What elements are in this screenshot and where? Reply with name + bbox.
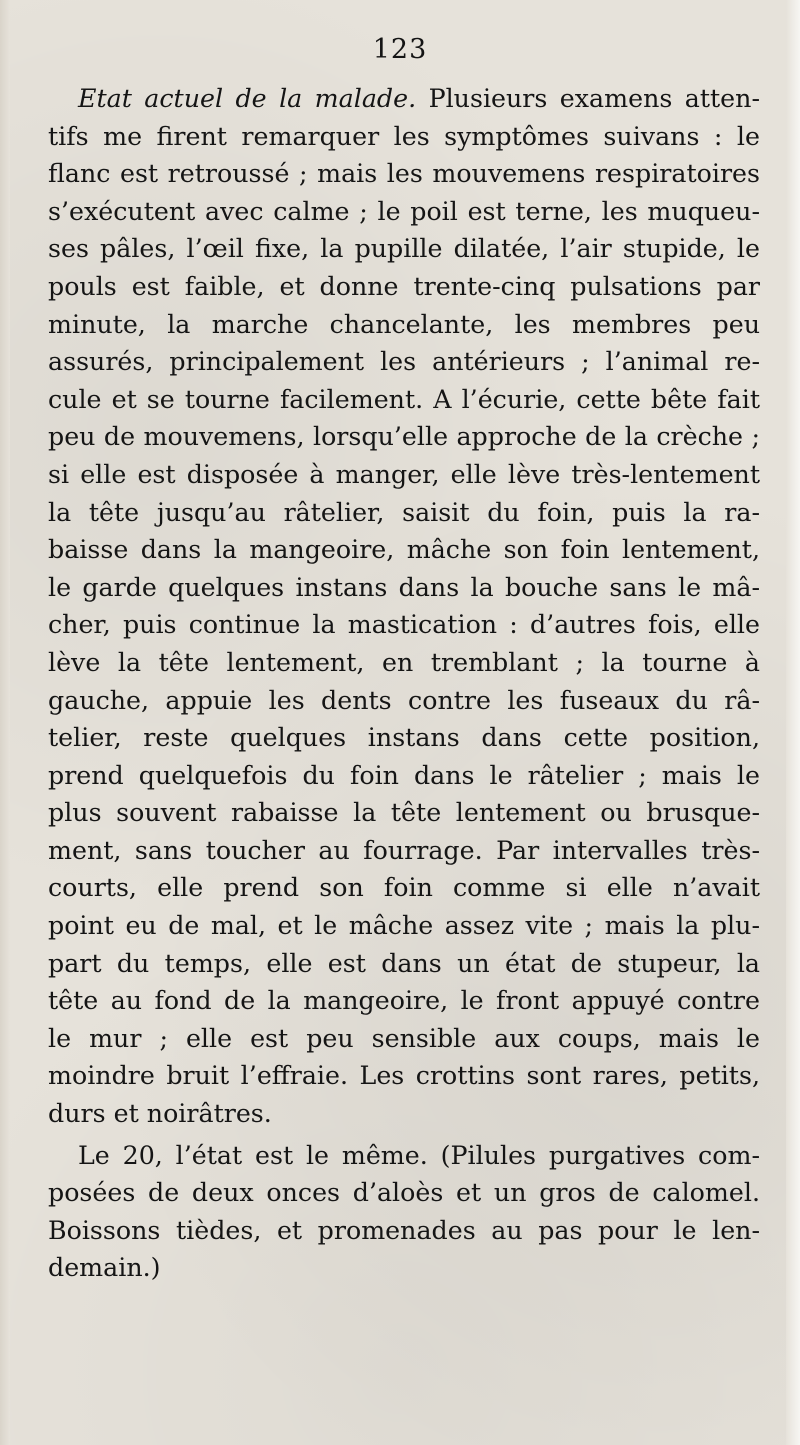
text-line — [48, 80, 760, 118]
text-line: cule et se tourne facilement. A l’écurie, cette bête fait — [48, 384, 760, 414]
text-line: demain.) — [48, 1253, 161, 1283]
text-line: gauche, appuie les dents contre les fuseaux du râ- — [48, 685, 760, 715]
text-line: pouls est faible, et donne trente-cinq pulsations par — [48, 271, 760, 301]
text-line: point eu de mal, et le mâche assez vite ; mais la plu- — [48, 911, 760, 941]
text-line: telier, reste quelques instans dans cette position, — [48, 723, 760, 753]
text-line: prend quelquefois du foin dans le râtelier ; mais le — [48, 760, 760, 790]
text-line: courts, elle prend son foin comme si elle n’avait — [48, 873, 760, 903]
text-line: assurés, principalement les antérieurs ; l’animal re- — [48, 347, 760, 377]
text-line: baisse dans la mangeoire, mâche son foin lentement, — [48, 535, 760, 565]
page-number: 123 — [372, 34, 428, 65]
text-line-fragment: Plusieurs examens atten- — [428, 84, 760, 113]
page-left-shadow — [0, 0, 10, 1445]
body-text — [48, 80, 760, 1287]
text-line: lève la tête lentement, en tremblant ; la tourne à — [48, 647, 760, 677]
text-line: Boissons tièdes, et promenades au pas pour le len- — [48, 1215, 760, 1245]
text-line: minute, la marche chancelante, les membres peu — [48, 309, 760, 339]
text-line: posées de deux onces d’aloès et un gros de calomel. — [48, 1178, 760, 1208]
text-line: s’exécutent avec calme ; le poil est terne, les muqueu- — [48, 196, 760, 226]
page-right-edge — [786, 0, 800, 1445]
text-line: la tête jusqu’au râtelier, saisit du foin, puis la ra- — [48, 497, 760, 527]
text-line: si elle est disposée à manger, elle lève très-lentement — [48, 459, 760, 489]
text-line: flanc est retroussé ; mais les mouvemens respiratoires — [48, 159, 760, 189]
text-line: le garde quelques instans dans la bouche sans le mâ- — [48, 572, 760, 602]
text-line: Le 20, l’état est le même. (Pilules purgatives com- — [78, 1140, 760, 1170]
text-line: cher, puis continue la mastication : d’autres fois, elle — [48, 610, 760, 640]
text-line: tête au fond de la mangeoire, le front appuyé contre — [48, 986, 760, 1016]
text-line: ses pâles, l’œil fixe, la pupille dilatée, l’air stupide, le — [48, 234, 760, 264]
text-line: tifs me firent remarquer les symptômes suivans : le — [48, 121, 760, 151]
text-line: part du temps, elle est dans un état de stupeur, la — [48, 948, 760, 978]
text-line: durs et noirâtres. — [48, 1099, 272, 1129]
text-line: plus souvent rabaisse la tête lentement ou brusque- — [48, 798, 760, 828]
text-line: peu de mouvemens, lorsqu’elle approche de la crèche ; — [48, 422, 760, 452]
text-line: le mur ; elle est peu sensible aux coups, mais le — [48, 1023, 760, 1053]
text-line: ment, sans toucher au fourrage. Par intervalles très- — [48, 835, 760, 865]
section-lead-in: Etat actuel de la malade. — [78, 84, 417, 113]
text-line: moindre bruit l’effraie. Les crottins sont rares, petits, — [48, 1061, 760, 1091]
